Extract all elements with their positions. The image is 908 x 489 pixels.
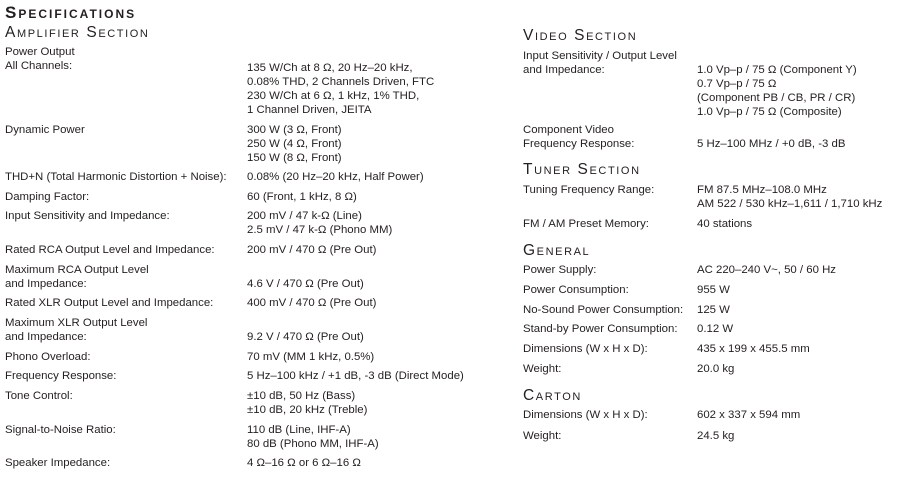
general-value-weight: 20.0 kg <box>697 363 735 375</box>
general-label-standby-power: Stand-by Power Consumption: <box>523 323 678 335</box>
general-value-power-consumption: 955 W <box>697 284 730 296</box>
general-section-heading: General <box>523 242 591 259</box>
video-value-component-frequency: 5 Hz–100 MHz / +0 dB, -3 dB <box>697 138 846 150</box>
amp-value-max-xlr: 9.2 V / 470 Ω (Pre Out) <box>247 331 364 343</box>
amp-label-input-sensitivity: Input Sensitivity and Impedance: <box>5 210 170 222</box>
tuner-value-preset-memory: 40 stations <box>697 218 753 230</box>
general-label-power-consumption: Power Consumption: <box>523 284 629 296</box>
tuner-label-frequency-range: Tuning Frequency Range: <box>523 184 655 196</box>
amp-value-thd: 0.08% (20 Hz–20 kHz, Half Power) <box>247 171 424 183</box>
amp-value-damping-factor: 60 (Front, 1 kHz, 8 Ω) <box>247 191 357 203</box>
amp-label-max-rca: Maximum RCA Output Level and Impedance: <box>5 264 149 290</box>
page-title: Specifications <box>5 3 137 22</box>
amp-label-thd: THD+N (Total Harmonic Distortion + Noise): <box>5 171 227 183</box>
tuner-section-heading: Tuner Section <box>523 161 641 178</box>
amp-value-snr: 110 dB (Line, IHF-A) 80 dB (Phono MM, IHF-A) <box>247 424 379 450</box>
carton-label-dimensions: Dimensions (W x H x D): <box>523 409 648 421</box>
amp-label-dynamic-power: Dynamic Power <box>5 124 85 136</box>
amp-value-phono-overload: 70 mV (MM 1 kHz, 0.5%) <box>247 351 375 363</box>
general-label-weight: Weight: <box>523 363 562 375</box>
amp-value-input-sensitivity: 200 mV / 47 k-Ω (Line) 2.5 mV / 47 k-Ω (Phono MM) <box>247 210 393 236</box>
general-value-power-supply: AC 220–240 V~, 50 / 60 Hz <box>697 264 836 276</box>
amp-label-damping-factor: Damping Factor: <box>5 191 90 203</box>
amp-label-max-xlr: Maximum XLR Output Level and Impedance: <box>5 317 148 343</box>
general-label-dimensions: Dimensions (W x H x D): <box>523 343 648 355</box>
amp-value-power-output: 135 W/Ch at 8 Ω, 20 Hz–20 kHz, 0.08% THD, 2 Channels Driven, FTC 230 W/Ch at 6 Ω, 1 kHz, 1% THD, 1 Channel Driven, JEITA <box>247 62 435 116</box>
general-value-no-sound-power: 125 W <box>697 304 730 316</box>
amp-value-rated-rca: 200 mV / 470 Ω (Pre Out) <box>247 244 377 256</box>
amp-value-frequency-response: 5 Hz–100 kHz / +1 dB, -3 dB (Direct Mode) <box>247 370 464 382</box>
amp-value-max-rca: 4.6 V / 470 Ω (Pre Out) <box>247 278 364 290</box>
general-value-standby-power: 0.12 W <box>697 323 734 335</box>
carton-label-weight: Weight: <box>523 430 562 442</box>
amp-value-speaker-impedance: 4 Ω–16 Ω or 6 Ω–16 Ω <box>247 457 361 469</box>
amp-value-dynamic-power: 300 W (3 Ω, Front) 250 W (4 Ω, Front) 150 W (8 Ω, Front) <box>247 124 342 164</box>
video-label-component-frequency: Component Video Frequency Response: <box>523 124 635 150</box>
carton-section-heading: Carton <box>523 387 582 404</box>
amp-value-tone-control: ±10 dB, 50 Hz (Bass) ±10 dB, 20 kHz (Treble) <box>247 390 368 416</box>
amp-label-speaker-impedance: Speaker Impedance: <box>5 457 111 469</box>
tuner-label-preset-memory: FM / AM Preset Memory: <box>523 218 649 230</box>
tuner-value-frequency-range: FM 87.5 MHz–108.0 MHz AM 522 / 530 kHz–1,611 / 1,710 kHz <box>697 184 883 210</box>
general-value-dimensions: 435 x 199 x 455.5 mm <box>697 343 810 355</box>
amplifier-section-heading: Amplifier Section <box>5 24 150 41</box>
video-label-input-sensitivity: Input Sensitivity / Output Level and Impedance: <box>523 50 677 76</box>
amp-label-power-output: Power Output All Channels: <box>5 46 75 72</box>
amp-label-frequency-response: Frequency Response: <box>5 370 117 382</box>
amp-label-snr: Signal-to-Noise Ratio: <box>5 424 116 436</box>
general-label-no-sound-power: No-Sound Power Consumption: <box>523 304 684 316</box>
general-label-power-supply: Power Supply: <box>523 264 597 276</box>
amp-label-rated-xlr: Rated XLR Output Level and Impedance: <box>5 297 214 309</box>
carton-value-weight: 24.5 kg <box>697 430 735 442</box>
amp-label-tone-control: Tone Control: <box>5 390 73 402</box>
video-section-heading: Video Section <box>523 27 638 44</box>
amp-label-phono-overload: Phono Overload: <box>5 351 91 363</box>
video-value-input-sensitivity: 1.0 Vp–p / 75 Ω (Component Y) 0.7 Vp–p / 75 Ω (Component PB / CB, PR / CR) 1.0 Vp–p / 75 Ω (Composite) <box>697 64 857 118</box>
carton-value-dimensions: 602 x 337 x 594 mm <box>697 409 801 421</box>
amp-value-rated-xlr: 400 mV / 470 Ω (Pre Out) <box>247 297 377 309</box>
amp-label-rated-rca: Rated RCA Output Level and Impedance: <box>5 244 215 256</box>
